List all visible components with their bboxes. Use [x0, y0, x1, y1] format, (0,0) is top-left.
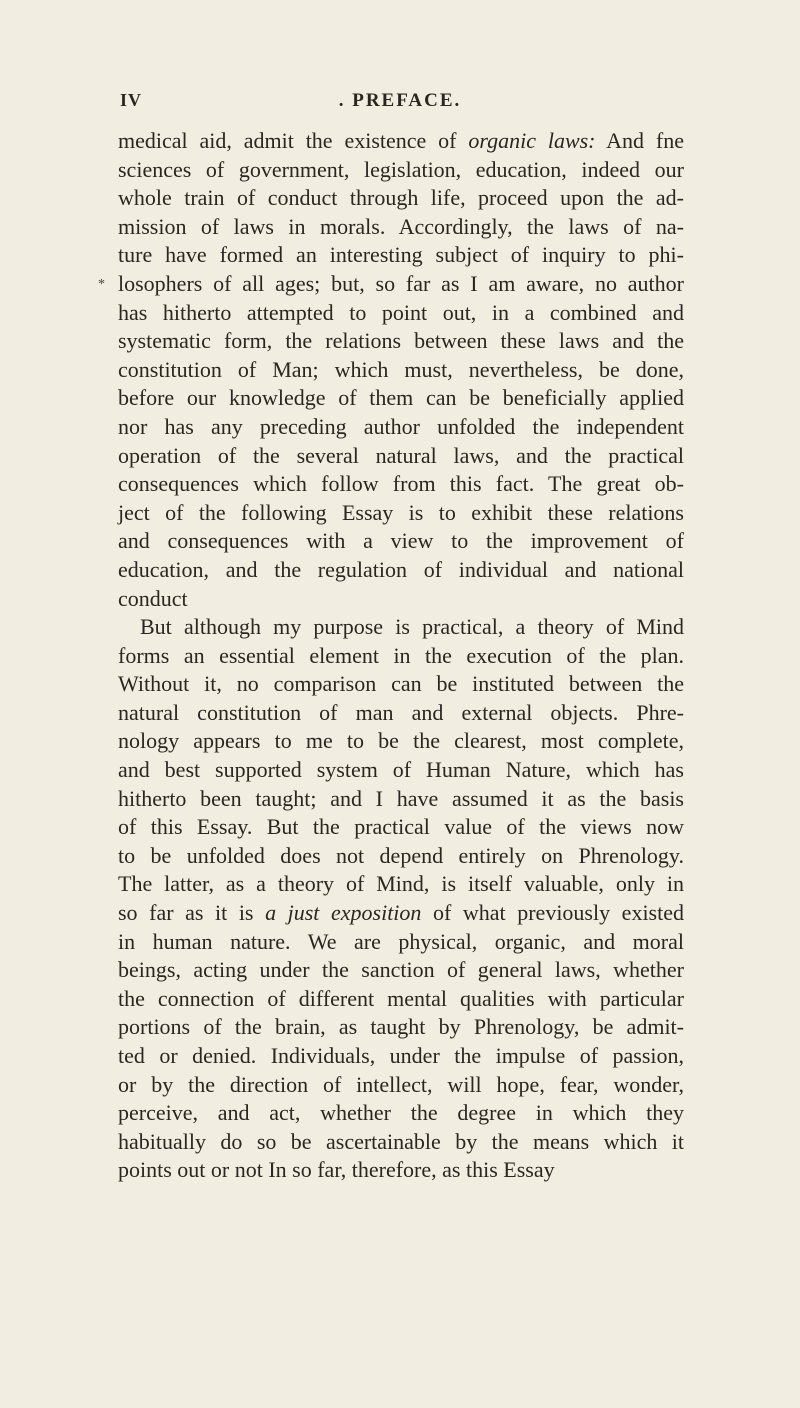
text-line — [118, 127, 684, 156]
text-span: forms an essential element in the execution of the plan. — [118, 642, 684, 668]
text-line — [118, 785, 684, 814]
text-line — [118, 356, 684, 385]
text-span: hitherto been taught; and I have assumed it as the basis — [118, 785, 684, 811]
text-line — [118, 699, 684, 728]
text-span: constitution of Man; which must, nevertheless, be done, — [118, 356, 684, 382]
text-span: before our knowledge of them can be beneficially applied — [118, 385, 684, 411]
text-line — [118, 985, 684, 1014]
text-line — [118, 1013, 684, 1042]
text-span: portions of the brain, as taught by Phrenology, be admit- — [118, 1014, 684, 1040]
text-span: points out or not In so far, therefore, as this Essay — [118, 1157, 555, 1183]
text-span: in human nature. We are physical, organic, and moral — [118, 928, 684, 954]
text-span: losophers of all ages; but, so far as I am aware, no author — [118, 270, 684, 296]
text-line — [118, 327, 684, 356]
text-span: and best supported system of Human Nature, which has — [118, 757, 684, 783]
text-line — [118, 899, 684, 928]
text-line — [118, 727, 684, 756]
text-span: has hitherto attempted to point out, in a combined and — [118, 299, 684, 325]
text-span: beings, acting under the sanction of general laws, whether — [118, 957, 684, 983]
text-line — [118, 241, 684, 270]
text-line — [118, 184, 684, 213]
text-line — [118, 756, 684, 785]
text-span: habitually do so be ascertainable by the means which it — [118, 1128, 684, 1154]
text-span: consequences which follow from this fact. The great ob- — [118, 471, 684, 497]
text-line — [118, 670, 684, 699]
text-line — [118, 556, 684, 585]
text-line — [118, 585, 684, 614]
text-span: nor has any preceding author unfolded the independent — [118, 413, 684, 439]
page-heading: . PREFACE. — [338, 90, 462, 111]
text-line — [118, 1128, 684, 1157]
text-line — [118, 928, 684, 957]
text-span: The latter, as a theory of Mind, is itself valuable, only in — [118, 871, 684, 897]
text-span: ted or denied. Individuals, under the impulse of passion, — [118, 1043, 684, 1068]
text-line — [118, 870, 684, 899]
text-span: whole train of conduct through life, proceed upon the ad- — [118, 185, 684, 211]
text-span: nology appears to me to be the clearest, most complete, — [118, 728, 684, 754]
text-line — [118, 842, 684, 871]
text-span: ture have formed an interesting subject of inquiry to phi- — [118, 242, 684, 268]
text-line — [118, 470, 684, 499]
text-line — [118, 956, 684, 985]
text-line — [118, 1156, 684, 1185]
text-line — [118, 384, 684, 413]
text-line — [118, 299, 684, 328]
text-line — [118, 156, 684, 185]
text-span: education, and the regulation of individual and national — [118, 556, 684, 582]
text-span: perceive, and act, whether the degree in which they — [118, 1100, 684, 1126]
text-span: of this Essay. But the practical value of the views now — [118, 814, 684, 840]
text-span: ject of the following Essay is to exhibit these relations — [118, 499, 684, 525]
text-span: the connection of different mental qualities with particular — [118, 985, 684, 1011]
text-line — [118, 442, 684, 471]
page-number: IV — [120, 90, 143, 110]
text-line — [118, 813, 684, 842]
text-span: sciences of government, legislation, education, indeed our — [118, 156, 684, 182]
margin-mark: * — [98, 277, 105, 292]
text-span: to be unfolded does not depend entirely on Phrenology. — [118, 842, 684, 868]
text-span: mission of laws in morals. Accordingly, the laws of na- — [118, 213, 684, 239]
text-line — [118, 270, 684, 299]
text-line — [118, 642, 684, 671]
text-span: But although my purpose is practical, a theory of Mind — [140, 614, 684, 640]
running-head — [120, 90, 680, 114]
text-line — [118, 613, 684, 642]
text-line — [118, 1071, 684, 1100]
text-line — [118, 527, 684, 556]
text-line — [118, 413, 684, 442]
text-span: natural constitution of man and external objects. Phre- — [118, 699, 684, 725]
text-line — [118, 1099, 684, 1128]
body-text — [118, 127, 684, 1185]
text-line — [118, 213, 684, 242]
text-span: operation of the several natural laws, and the practical — [118, 442, 684, 468]
text-span: so far as it is — [118, 900, 266, 926]
italic-text: a just exposition — [265, 900, 422, 926]
text-span: systematic form, the relations between these laws and the — [118, 328, 684, 354]
text-span: medical aid, admit the existence of — [118, 128, 469, 153]
text-span: of what previously existed — [421, 900, 684, 926]
text-span: And fne — [595, 128, 685, 153]
text-span: Without it, no comparison can be instituted between the — [118, 671, 684, 697]
text-line — [118, 1042, 684, 1071]
italic-text: organic laws: — [468, 128, 596, 153]
text-line — [118, 499, 684, 528]
text-span: or by the direction of intellect, will hope, fear, wonder, — [118, 1071, 684, 1097]
text-span: conduct — [118, 585, 188, 611]
text-span: and consequences with a view to the improvement of — [118, 528, 684, 554]
